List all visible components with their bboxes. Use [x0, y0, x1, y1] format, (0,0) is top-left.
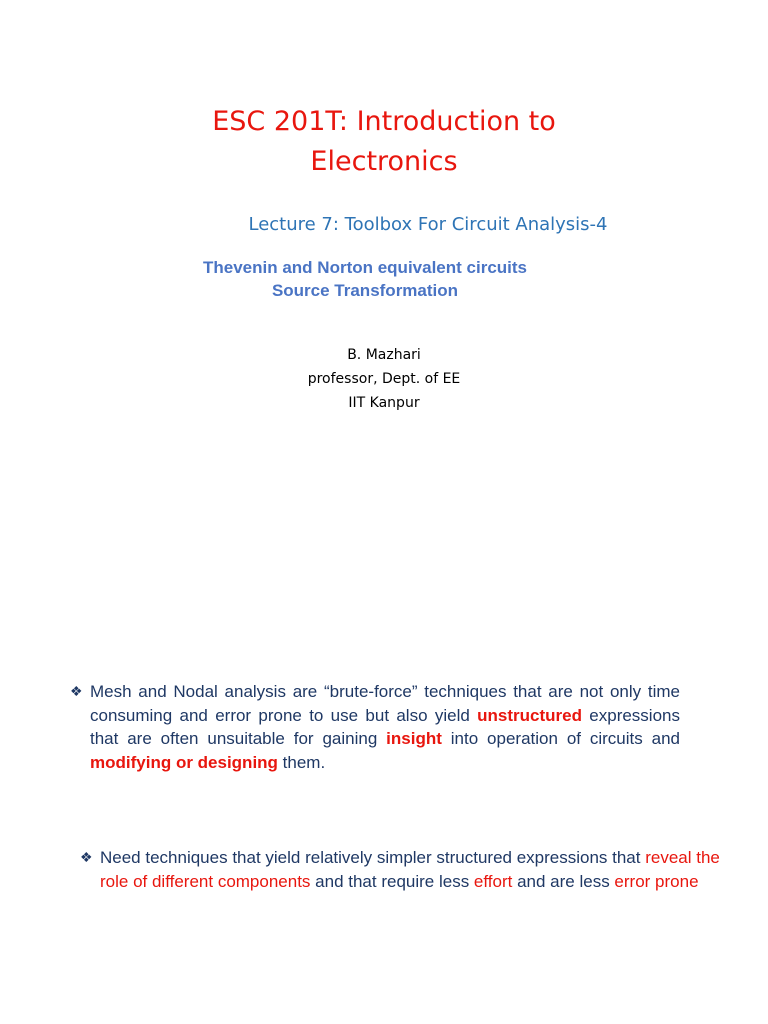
bullet-2-text-part-3: and are less	[512, 871, 615, 891]
slide-title-line-1: ESC 201T: Introduction to	[212, 106, 556, 137]
author-name: B. Mazhari	[347, 347, 421, 363]
topic-subtitle-line-1: Thevenin and Norton equivalent circuits	[203, 258, 527, 277]
bullet-2-highlight-effort: effort	[473, 871, 513, 891]
bullet-1-highlight-modifying: modifying or designing	[90, 752, 278, 772]
bullet-1-highlight-insight: insight	[386, 729, 442, 748]
slide-title-line-2: Electronics	[310, 146, 458, 177]
bullet-2-text-part-2: and that require less	[310, 871, 474, 891]
topic-subtitle-line-2: Source Transformation	[271, 281, 459, 300]
bullet-1-text	[70, 680, 680, 774]
bullet-2-text-part-1: Need techniques that yield relatively simpler structured expressions that	[100, 848, 646, 867]
bullet-1-text-part-2: expressions that are often unsuitable for gaining	[90, 705, 680, 748]
bullet-point-1	[70, 680, 680, 774]
bullet-point-2	[80, 846, 720, 893]
author-institute: IIT Kanpur	[348, 395, 420, 411]
bullet-1-highlight-unstructured: unstructured	[477, 705, 582, 725]
slide-title	[0, 102, 768, 182]
bullet-2-text	[80, 846, 720, 893]
bullet-1-text-part-3: into operation of circuits and	[441, 729, 680, 748]
bullet-2-highlight-error-prone: error prone	[614, 871, 699, 891]
bullet-2-highlight-role: reveal the role of different components	[100, 848, 720, 891]
diamond-bullet-icon: ❖	[70, 683, 83, 699]
lecture-heading: Lecture 7: Toolbox For Circuit Analysis-4	[248, 214, 608, 235]
bullet-1-text-part-1: Mesh and Nodal analysis are “brute-force” techniques that are not only time consuming and error prone to use but also yield	[90, 682, 680, 725]
topic-subtitle	[0, 256, 730, 302]
author-position: professor, Dept. of EE	[307, 371, 461, 387]
author-block	[0, 343, 768, 415]
bullet-1-text-part-4: them.	[277, 752, 326, 772]
diamond-bullet-icon: ❖	[80, 849, 93, 865]
